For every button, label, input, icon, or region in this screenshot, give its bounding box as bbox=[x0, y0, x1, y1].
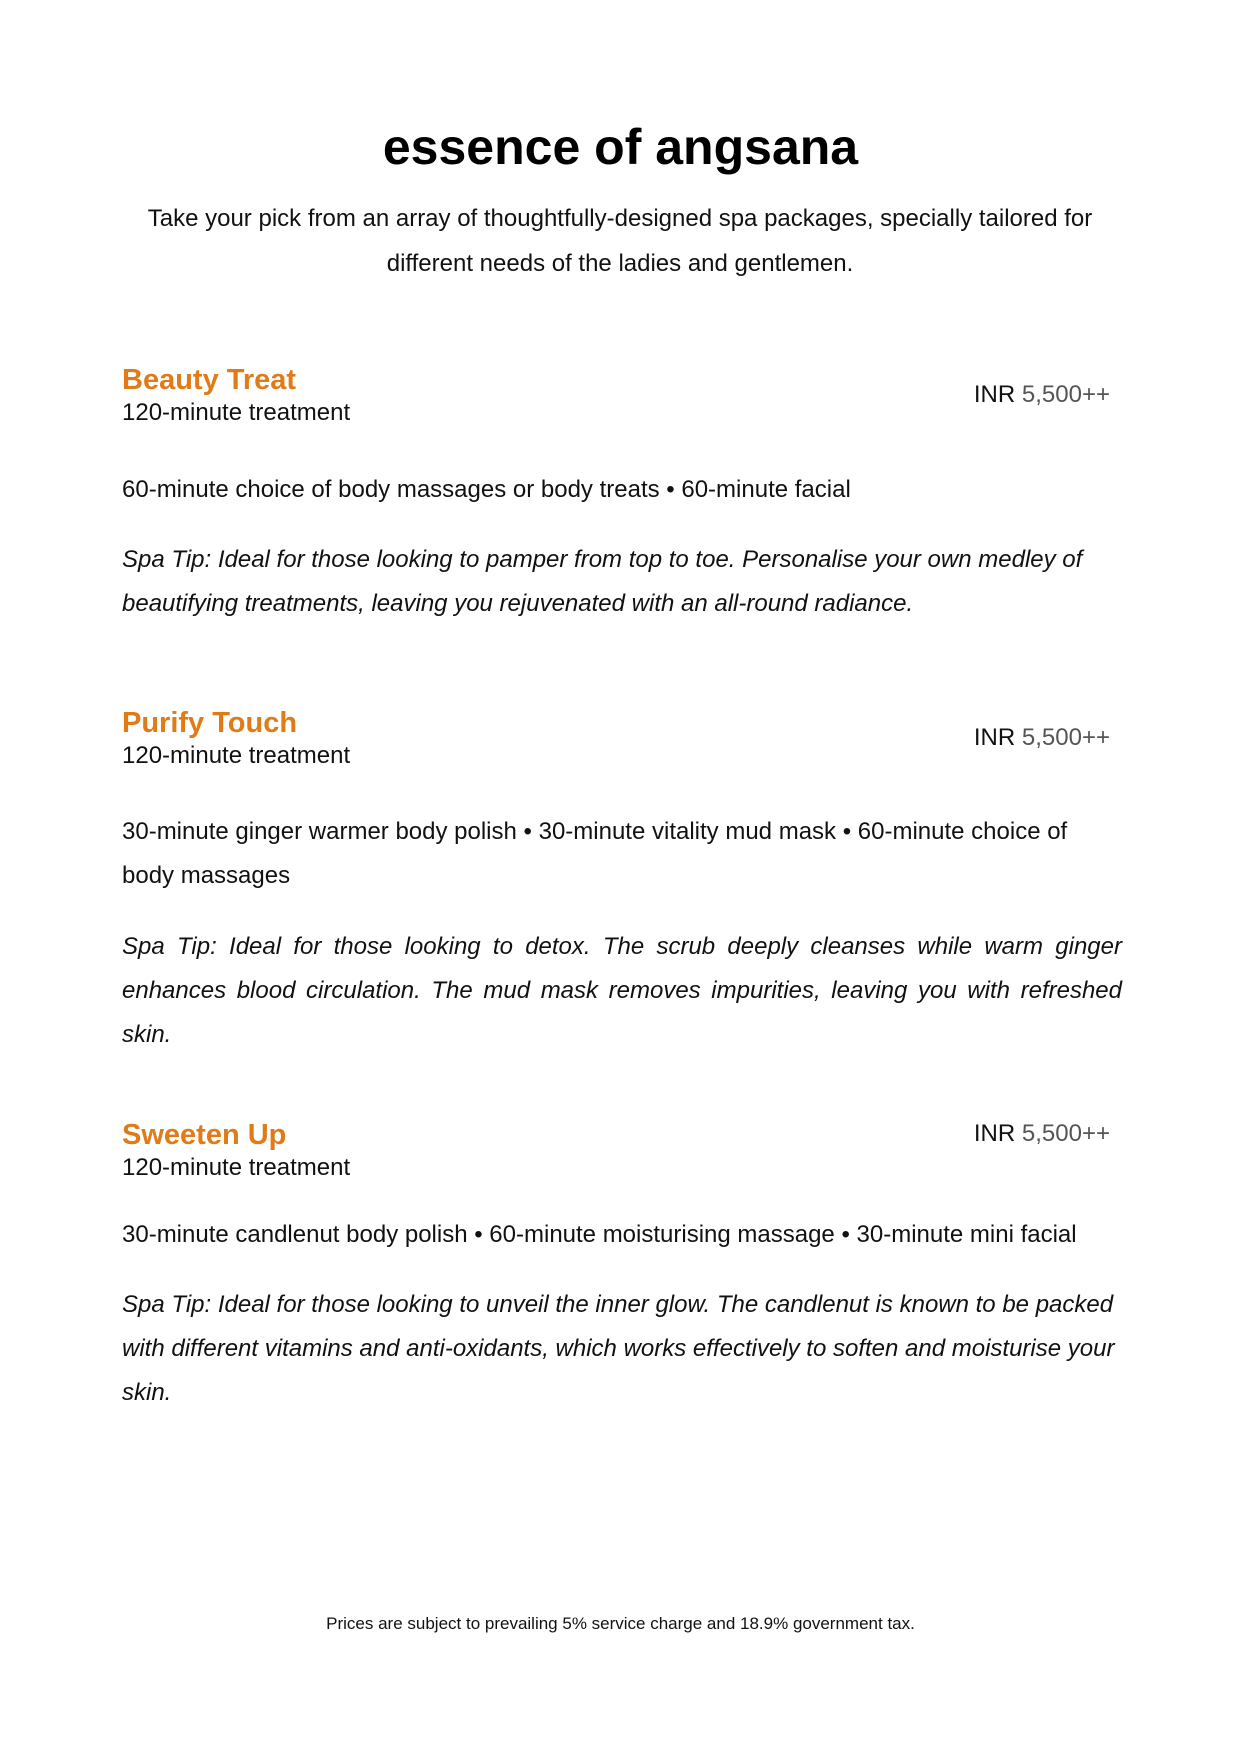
pricing-footnote: Prices are subject to prevailing 5% service charge and 18.9% government tax. bbox=[326, 1614, 915, 1633]
package-price bbox=[974, 380, 1110, 410]
price-amount: 5,500++ bbox=[1021, 1120, 1110, 1147]
package-items: 30-minute ginger warmer body polish • 30-minute vitality mud mask • 60-minute choice of body massages bbox=[122, 818, 1068, 889]
price-currency: INR bbox=[973, 381, 1016, 408]
package-beauty-treat bbox=[122, 364, 1122, 624]
intro-text: Take your pick from an array of thoughtfully-designed spa packages, specially tailored for different needs of the ladies and gentlemen. bbox=[147, 205, 1093, 277]
package-items: 60-minute choice of body massages or body treats • 60-minute facial bbox=[122, 476, 851, 503]
package-spa-tip: Spa Tip: Ideal for those looking to unveil the inner glow. The candlenut is known to be packed with different vitamins and anti-oxidants, which works effectively to soften and moisturise your skin. bbox=[122, 1291, 1115, 1406]
package-name: Sweeten Up bbox=[122, 1119, 287, 1151]
page-title: essence of angsana bbox=[382, 119, 859, 175]
package-price bbox=[974, 723, 1110, 753]
price-amount: 5,500++ bbox=[1021, 724, 1110, 751]
package-duration: 120-minute treatment bbox=[122, 742, 351, 769]
package-items: 30-minute candlenut body polish • 60-minute moisturising massage • 30-minute mini facial bbox=[122, 1221, 1077, 1248]
package-price bbox=[974, 1119, 1110, 1149]
package-name: Purify Touch bbox=[122, 707, 298, 739]
package-sweeten-up bbox=[122, 1119, 1122, 1419]
package-duration: 120-minute treatment bbox=[122, 1154, 351, 1181]
package-name: Beauty Treat bbox=[122, 364, 297, 396]
price-currency: INR bbox=[973, 1120, 1016, 1147]
package-duration: 120-minute treatment bbox=[122, 399, 351, 426]
package-spa-tip: Spa Tip: Ideal for those looking to detox. The scrub deeply cleanses while warm ginger enhances blood circulation. The mud mask removes impurities, leaving you with refreshed skin. bbox=[122, 933, 1122, 1048]
price-amount: 5,500++ bbox=[1021, 381, 1110, 408]
package-spa-tip: Spa Tip: Ideal for those looking to pamper from top to toe. Personalise your own medley of beautifying treatments, leaving you rejuvenated with an all-round radiance. bbox=[122, 546, 1083, 617]
price-currency: INR bbox=[973, 724, 1016, 751]
package-purify-touch bbox=[122, 707, 1122, 1057]
